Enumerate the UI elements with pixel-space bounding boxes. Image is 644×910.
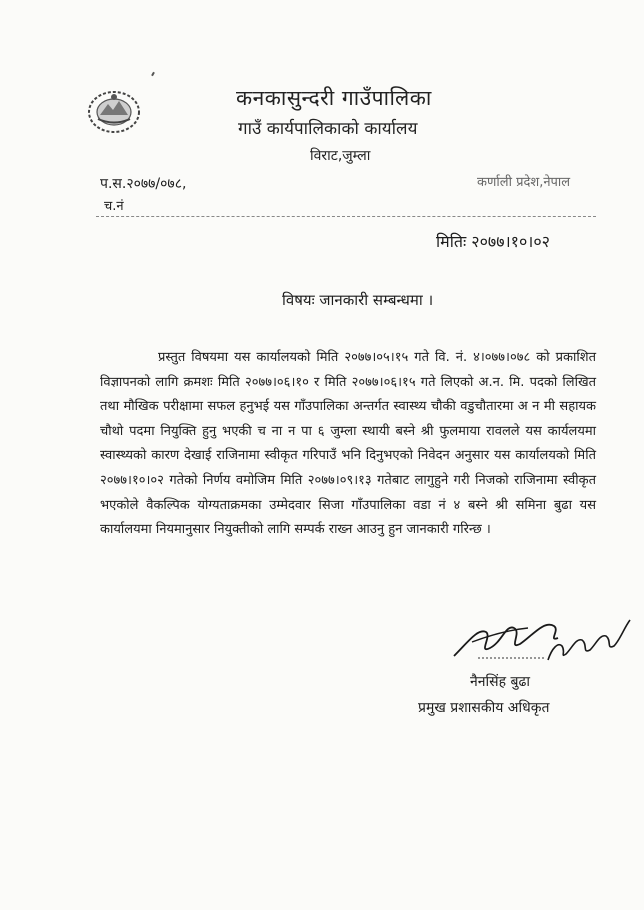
signer-name: नैनसिंह बुढा (470, 674, 531, 690)
letter-date: मितिः २०७७।१०।०२ (436, 232, 550, 251)
letter-subject: विषयः जानकारी सम्बन्धमा । (282, 291, 434, 309)
header-divider (96, 216, 596, 217)
stray-ink-mark (151, 72, 155, 76)
handwritten-signature (448, 598, 638, 668)
nepal-emblem-icon (86, 88, 142, 134)
org-name: कनकासुन्दरी गाउँपालिका (236, 86, 432, 110)
dispatch-number: च.नं (104, 199, 124, 214)
signer-title: प्रमुख प्रशासकीय अधिकृत (418, 700, 550, 716)
letter-ref-number: प.स.२०७७/०७८, (100, 176, 187, 192)
province-label: कर्णाली प्रदेश,नेपाल (477, 175, 571, 190)
office-name: गाउँ कार्यपालिकाको कार्यालय (238, 119, 418, 139)
letter-body: प्रस्तुत विषयमा यस कार्यालयको मिति २०७७।०५।१५ गते वि. नं. ४।०७७।०७८ को प्रकाशित विज्ञापनको लागि क्रमशः मिति २०७७।०६।१० र मिति २०७७।०६।१५ गते लिएको अ.न. मि. पदको लिखित तथा मौखिक परीक्षामा सफल हनुभई यस गाँउपालिका अन्तर्गत स्वास्थ्य चौकी वडुचौतारमा अ न मी सहायक चौथो पदमा नियुक्ति हुनु भएकी च ना न पा ६ जुम्ला स्थायी बस्ने श्री फुलमाया रावलले यस कार्यलयमा स्वास्थ्यको कारण देखाई राजिनामा स्वीकृत गरिपाउँ भनि दिनुभएको निवेदन अनुसार यस कार्यालयको मिति २०७७।१०।०२ गतेको निर्णय वमोजिम मिति २०७७।०९।१३ गतेबाट लागुहुने गरी निजको राजिनामा स्वीकृत भएकोले वैकल्पिक योग्यताक्रमका उम्मेदवार सिजा गाँउपालिका वडा नं ४ बस्ने श्री समिना बुढा यस कार्यालयमा नियमानुसार नियुक्तीको लागि सम्पर्क राख्न आउनु हुन जानकारी गरिन्छ । (100, 350, 596, 538)
office-address: विराट,जुम्ला (310, 148, 371, 164)
